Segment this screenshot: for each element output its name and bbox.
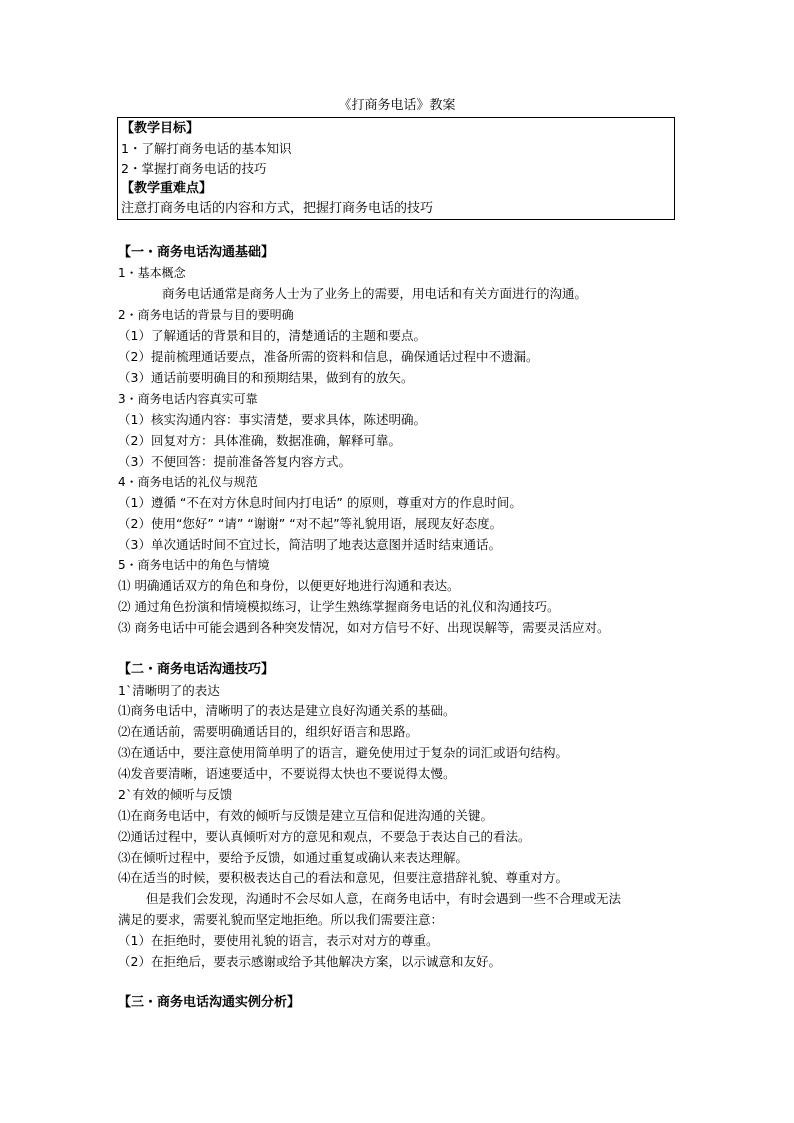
list-item: ⑵ 通过角色扮演和情境模拟练习，让学生熟练掌握商务电话的礼仪和沟通技巧。	[118, 599, 560, 614]
paragraph-line-2: 满足的要求，需要礼貌而坚定地拒绝。所以我们需要注意：	[118, 912, 444, 927]
section-1-paragraph-1: 商务电话通常是商务人士为了业务上的需要，用电话和有关方面进行的沟通。	[162, 286, 588, 301]
list-item: （2）在拒绝后，要表示感谢或给予其他解决方案，以示诚意和友好。	[118, 954, 501, 969]
list-item: ⑵在通话前，需要明确通话目的，组织好语言和思路。	[118, 724, 419, 739]
list-item: ⑴在商务电话中，有效的倾听与反馈是建立互信和促进沟通的关键。	[118, 808, 494, 823]
list-item: （3）通话前要明确目的和预期结果，做到有的放矢。	[118, 370, 414, 385]
section-2-subtitle-2: 2`有效的倾听与反馈	[118, 787, 233, 802]
section-2-subtitle-1: 1`清晰明了的表达	[118, 683, 220, 698]
teaching-goals-heading: 【教学目标】	[121, 121, 200, 136]
teaching-goals-box	[117, 117, 675, 220]
list-item: （1）遵循 “不在对方休息时间内打电话” 的原则，尊重对方的作息时间。	[118, 495, 522, 510]
list-item: （3）不便回答：提前准备答复内容方式。	[118, 454, 351, 469]
key-points-text: 注意打商务电话的内容和方式，把握打商务电话的技巧	[121, 201, 434, 216]
section-1-subtitle-5: 5・商务电话中的角色与情境	[118, 558, 270, 572]
goal-item-1: 1・了解打商务电话的基本知识	[121, 141, 292, 156]
section-1-subtitle-2: 2・商务电话的背景与目的要明确	[118, 308, 294, 322]
paragraph-line-1: 但是我们会发现，沟通时不会尽如人意，在商务电话中，有时会遇到一些不合理或无法	[146, 891, 622, 906]
list-item: ⑷在适当的时候，要积极表达自己的看法和意见，但要注意措辞礼貌、尊重对方。	[118, 870, 569, 885]
section-3-heading: 【三・商务电话沟通实例分析】	[118, 995, 301, 1010]
list-item: （2）提前梳理通话要点，准备所需的资料和信息，确保通话过程中不遗漏。	[118, 349, 539, 364]
section-2-heading: 【二・商务电话沟通技巧】	[118, 662, 275, 677]
list-item: ⑷发音要清晰，语速要适中，不要说得太快也不要说得太慢。	[118, 766, 456, 781]
list-item: ⑶在倾听过程中，要给予反馈，如通过重复或确认来表达理解。	[118, 850, 469, 865]
section-1-subtitle-4: 4・商务电话的礼仪与规范	[118, 475, 258, 489]
list-item: （2）回复对方：具体准确，数据准确，解释可靠。	[118, 433, 401, 448]
list-item: （1）在拒绝时，要使用礼貌的语言，表示对对方的尊重。	[118, 933, 439, 948]
section-1-subtitle-3: 3・商务电话内容真实可靠	[118, 392, 258, 406]
list-item: （3）单次通话时间不宜过长，简洁明了地表达意图并适时结束通话。	[118, 537, 501, 552]
list-item: ⑴ 明确通话双方的角色和身份，以便更好地进行沟通和表达。	[118, 578, 460, 593]
document-title: 《打商务电话》教案	[338, 98, 456, 113]
goal-item-2: 2・掌握打商务电话的技巧	[121, 161, 267, 176]
list-item: ⑵通话过程中，要认真倾听对方的意见和观点，不要急于表达自己的看法。	[118, 829, 531, 844]
list-item: （2）使用“您好” “请” “谢谢” “对不起”等礼貌用语，展现友好态度。	[118, 516, 503, 531]
list-item: ⑶ 商务电话中可能会遇到各种突发情况，如对方信号不好、出现误解等，需要灵活应对。	[118, 620, 610, 635]
section-1-heading: 【一・商务电话沟通基础】	[118, 245, 275, 260]
list-item: ⑶在通话中，要注意使用简单明了的语言，避免使用过于复杂的词汇或语句结构。	[118, 745, 569, 760]
list-item: ⑴商务电话中，清晰明了的表达是建立良好沟通关系的基础。	[118, 703, 456, 718]
section-1-subtitle-1: 1・基本概念	[118, 266, 186, 280]
list-item: （1）了解通话的背景和目的，清楚通话的主题和要点。	[118, 328, 426, 343]
list-item: （1）核实沟通内容：事实清楚，要求具体，陈述明确。	[118, 412, 426, 427]
key-points-heading: 【教学重难点】	[121, 181, 213, 196]
